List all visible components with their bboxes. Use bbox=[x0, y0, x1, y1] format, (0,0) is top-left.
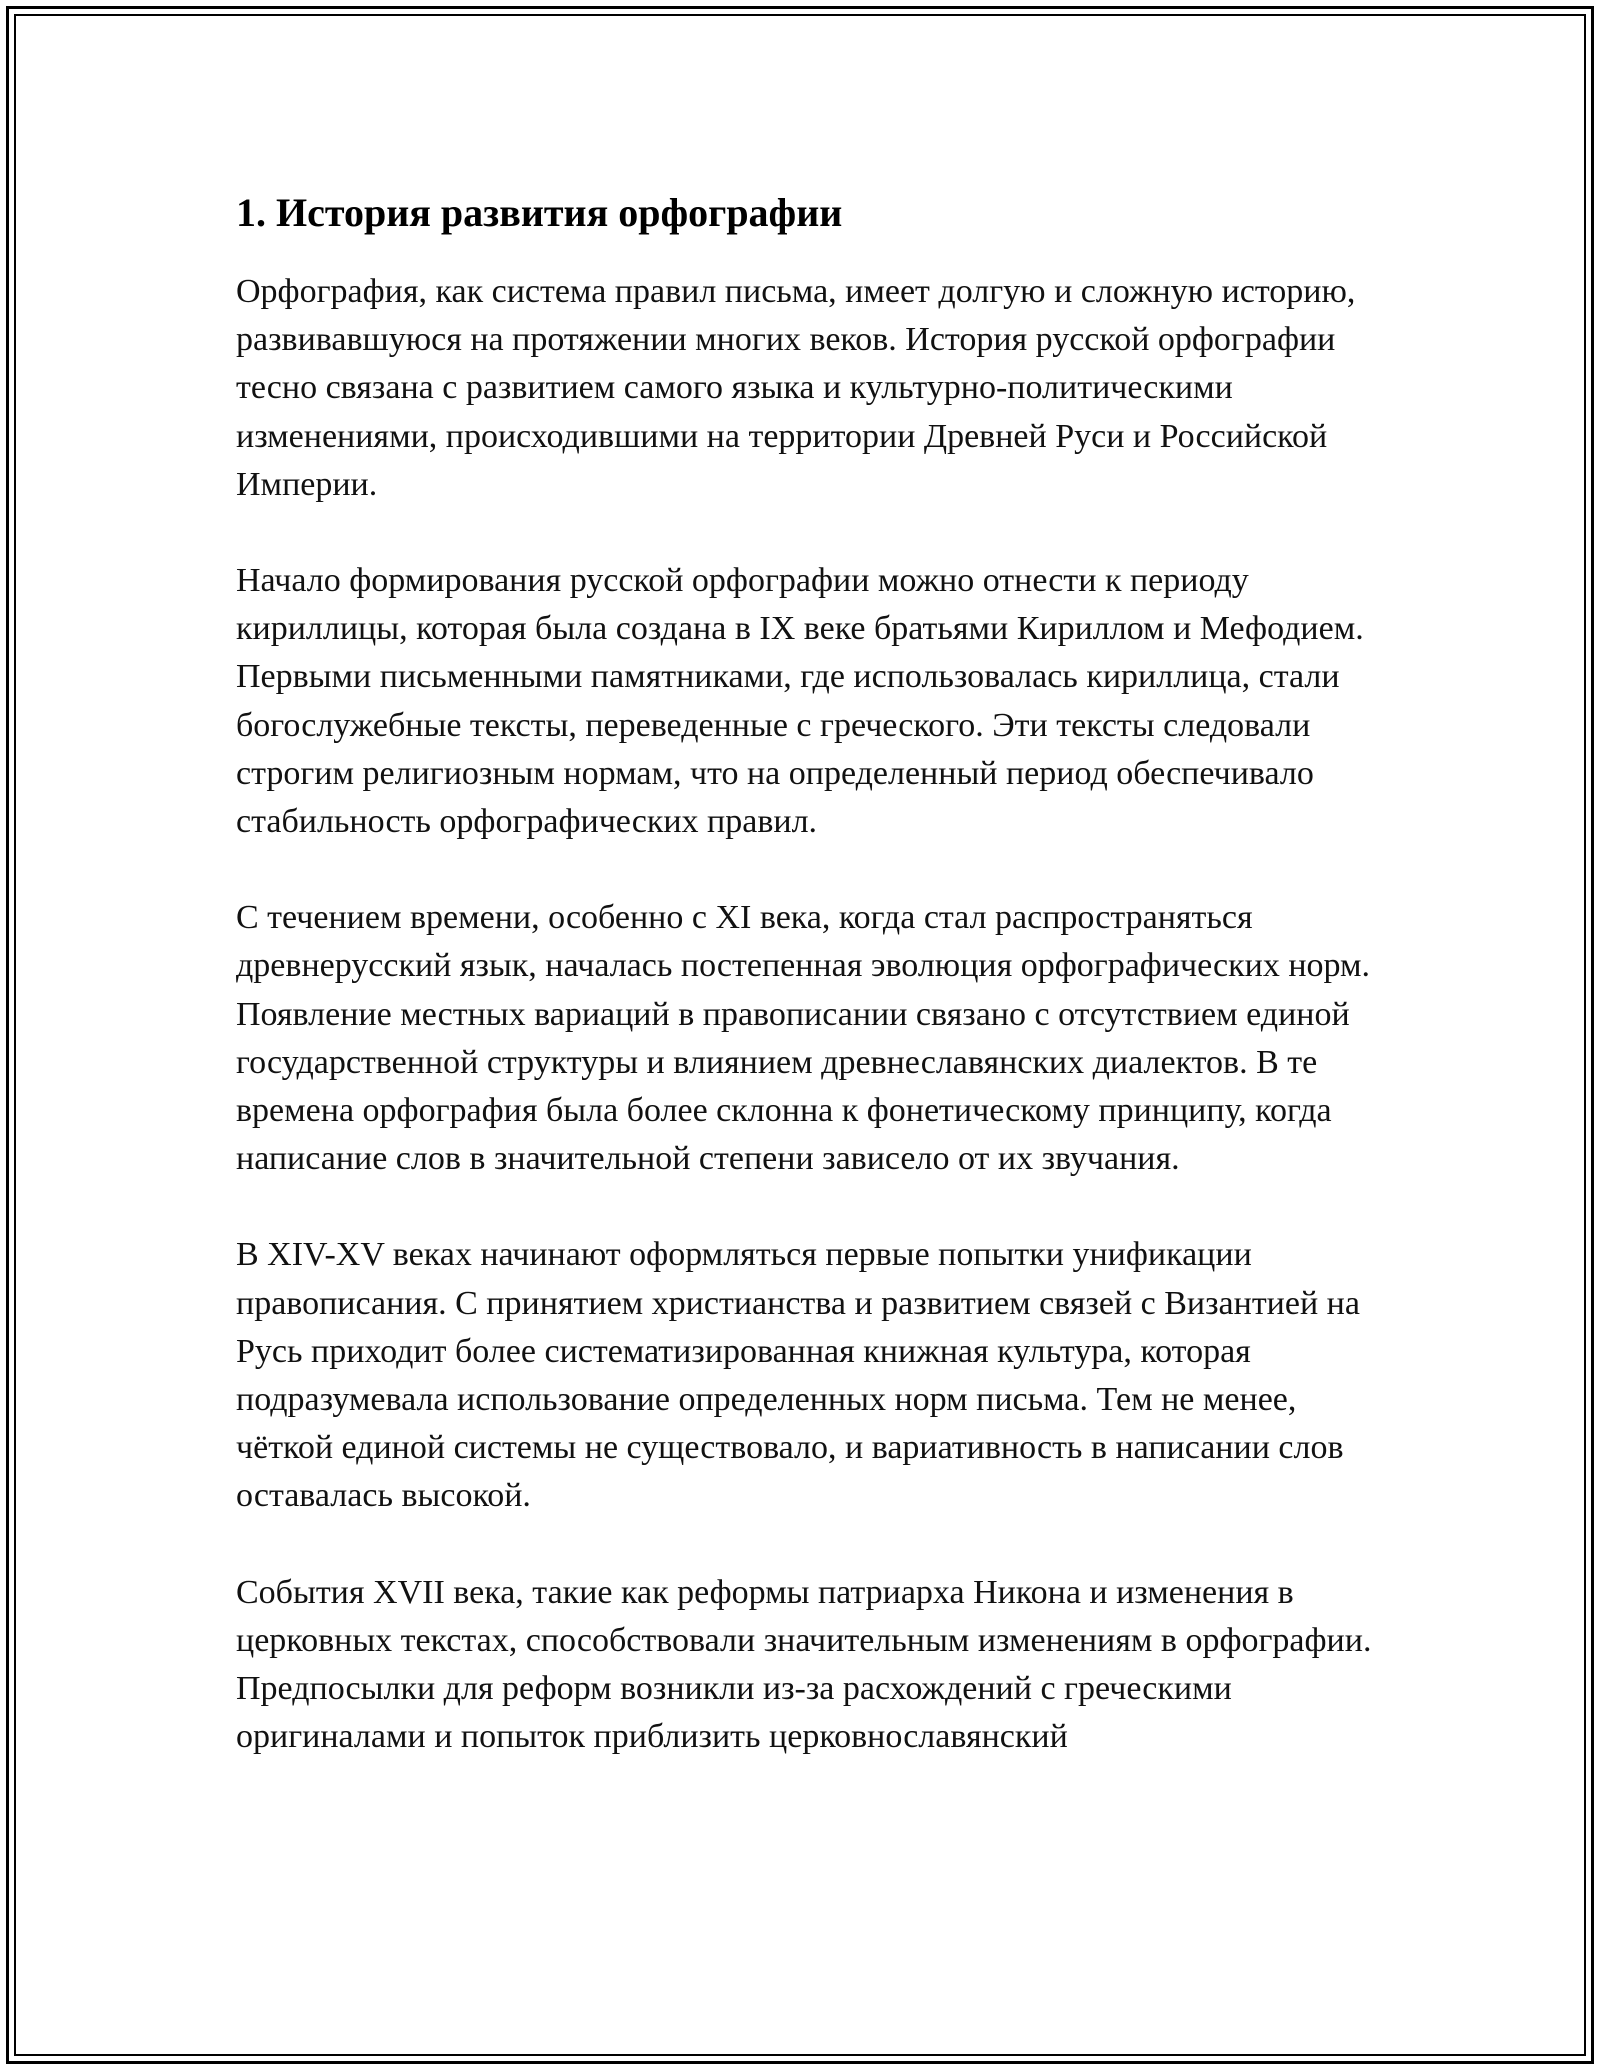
paragraph-5: События XVII века, такие как реформы патриарха Никона и изменения в церковных текстах, способствовали значительным изменениям в орфографии. Предпосылки для реформ возникли из-за расхождений с греческими оригиналами и попыток приблизить церковнославянский bbox=[236, 1573, 1372, 1756]
paragraph-3: С течением времени, особенно с XI века, когда стал распространяться древнерусский язык, началась постепенная эволюция орфографических норм. Появление местных вариаций в правописании связано с отсутствием единой государственной структуры и влиянием древнеславянских диалектов. В те времена орфография была более склонна к фонетическому принципу, когда написание слов в значительной степени зависело от их звучания. bbox=[236, 899, 1371, 1178]
paragraph-1: Орфография, как система правил письма, имеет долгую и сложную историю, развивавшуюся на протяжении многих веков. История русской орфографии тесно связана с развитием самого языка и культурно-политическими изменениями, происходившими на территории Древней Руси и Российской Империи. bbox=[236, 273, 1356, 503]
document-body bbox=[236, 188, 1376, 1809]
section-heading: 1. История развития орфографии bbox=[236, 190, 843, 235]
paragraph-2: Начало формирования русской орфографии можно отнести к периоду кириллицы, которая была создана в IX веке братьями Кириллом и Мефодием. Первыми письменными памятниками, где использовалась кириллица, стали богослужебные тексты, переведенные с греческого. Эти тексты следовали строгим религиозным нормам, что на определенный период обеспечивало стабильность орфографических правил. bbox=[236, 562, 1364, 841]
paragraph-4: В XIV-XV веках начинают оформляться первые попытки унификации правописания. С принятием христианства и развитием связей с Византией на Русь приходит более систематизированная книжная культура, которая подразумевала использование определенных норм письма. Тем не менее, чёткой единой системы не существовало, и вариативность в написании слов оставалась высокой. bbox=[236, 1236, 1360, 1515]
